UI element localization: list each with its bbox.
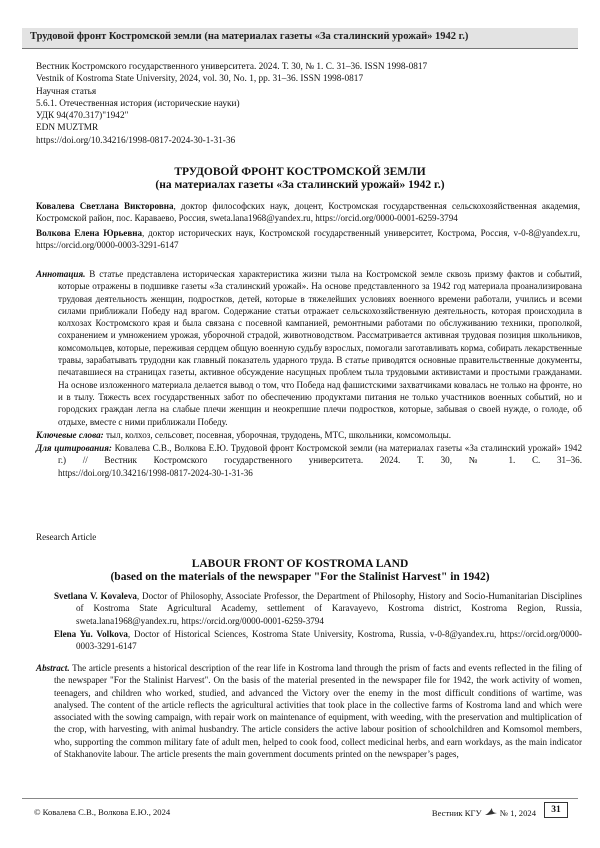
authors-en xyxy=(54,590,582,653)
meta-line: Vestnik of Kostroma State University, 2024, vol. 30, No. 1, pp. 31–36. ISSN 1998-0817 xyxy=(36,74,364,85)
running-title: Трудовой фронт Костромской земли (на материалах газеты «За сталинский урожай» 1942 г.) xyxy=(30,31,469,42)
author-entry xyxy=(54,590,582,627)
meta-line: УДК 94(470.317)"1942" xyxy=(36,111,129,122)
citation-label: Для цитирования: xyxy=(36,443,112,454)
abstract-block-ru xyxy=(36,268,582,480)
meta-line: 5.6.1. Отечественная история (исторические науки) xyxy=(36,98,240,109)
journal-name: Вестник КГУ xyxy=(431,808,482,818)
keywords-ru xyxy=(36,429,582,441)
author-name: Волкова Елена Юрьевна xyxy=(36,227,143,238)
page-footer xyxy=(22,798,578,821)
author-name: Ковалева Светлана Викторовна xyxy=(36,201,174,211)
author-affiliation: , Doctor of Historical Sciences, Kostroma State University, Kostroma, Russia, v-0-8@yandex.ru, https://orcid.org/0000-0003-3291-6147 xyxy=(76,628,582,652)
author-entry xyxy=(54,628,582,653)
article-title-en xyxy=(0,558,600,584)
running-header xyxy=(22,28,578,49)
citation-doi-link[interactable]: https://doi.org/10.34216/1998-0817-2024-30-1-31-36 xyxy=(58,467,253,478)
abstract-en-text: The article presents a historical description of the rear life in Kostroma land through the prism of facts and events reflected in the filing of the newspaper "For the Stalinist Harvest". On the basis of the material presented in the newspaper file for 1942, the work activity of women, teenagers, and children who worked, studied, and advanced the Victory over the enemy in the most difficult conditions of wartime, was analysed. The content of the article reflects the agricultural activities that took place in the collective farms of Kostroma land and which were associated with the sowing campaign, with repair work on maintenance of equipment, with weeding, with the preservation and multiplication of the crop, with harvesting, with animal husbandry. The article considers the active labour position of schoolchildren and Komsomol members, who, supporting the common military fate of adult men, helped to cook food, collect medicinal herbs, and earn workdays, as the main indicator of Stakhanovite labour. The article presents the main government documents printed on the newspaper’s pages, xyxy=(54,663,582,760)
author-name: Elena Yu. Volkova xyxy=(54,628,128,639)
abstract-label: Аннотация. xyxy=(36,269,86,279)
journal-footer xyxy=(432,807,536,818)
journal-issue: № 1, 2024 xyxy=(499,808,536,818)
article-title-ru xyxy=(0,166,600,192)
abstract-en xyxy=(36,662,582,760)
abstract-block-en xyxy=(36,662,582,760)
abstract-ru xyxy=(36,268,582,428)
bird-logo-icon xyxy=(484,807,498,817)
title-ru-line2: (на материалах газеты «За сталинский урожай» 1942 г.) xyxy=(155,179,445,191)
abstract-en-label: Abstract. xyxy=(36,663,70,673)
article-metadata xyxy=(36,61,427,147)
doi-link[interactable]: https://doi.org/10.34216/1998-0817-2024-30-1-31-36 xyxy=(36,135,236,146)
author-affiliation: , доктор исторических наук, Костромской государственный университет, Кострома, Россия, v-0-8@yandex.ru, https://orcid.org/0000-0003-3291-6147 xyxy=(36,227,580,250)
keywords-label: Ключевые слова: xyxy=(36,429,104,440)
title-en-line2: (based on the materials of the newspaper "For the Stalinist Harvest" in 1942) xyxy=(110,571,490,583)
research-article-label: Research Article xyxy=(36,532,97,542)
page-number: 31 xyxy=(544,802,568,818)
citation-ru xyxy=(36,442,582,479)
abstract-text: В статье представлена историческая характеристика жизни тыла на Костромской земле сквозь призму фактов и событий, которые отражены в подшивке газеты «За сталинский урожай». На основе представленного за 1942 год материала проанализирована трудовая деятельность женщин, подростков, детей, которые в тяжелейших условиях военного времени работали, учились и всеми силами приближали Победу над врагом. Содержание статьи отражает сельскохозяйственную деятельность, которая происходила в колхозах Костромского края и была связана с посевной кампанией, ремонтными работами по обслуживанию техники, прополкой, сохранением и умножением урожая, уборочной страдой, животноводством. Рассматривается активная трудовая позиция школьников, комсомольцев, которые, переживая сердцем общую военную судьбу взрослых, помогали заготавливать корма, собирать лекарственные травы, зарабатывать трудодни как главный показатель ударного труда. В статье приводятся основные правительственные документы, печатавшиеся на страницах газеты, активное обсуждение насущных проблем тыла трудовыми активистами и простыми гражданами. На основе изложенного материала делается вывод о том, что Победа над фашистскими захватчиками ковалась не только на фронте, но и в тылу. Тяжесть всех государственных забот по обеспечению продуктами питания не только участников военных событий, но и городских граждан легла на слабые плечи женщин и неокрепшие плечи подростков, которые, забывая о своей нужде, о голоде, об отдыхе, вместе с ними приближали Победу. xyxy=(58,269,582,427)
author-affiliation: , доктор философских наук, доцент, Костромская государственная сельскохозяйственная академия, Костромской район, пос. Караваево, Россия, sweta.lana1968@yandex.ru, https://orcid.org/0000-0001-6259-3794 xyxy=(36,201,580,224)
keywords-text: тыл, колхоз, сельсовет, посевная, уборочная, трудодень, МТС, школьники, комсомольцы. xyxy=(103,429,452,440)
author-entry xyxy=(36,227,580,252)
citation-text: Ковалева С.В., Волкова Е.Ю. Трудовой фронт Костромской земли (на материалах газеты «За сталинский урожай» 1942 г.) // Вестник Костромского государственного университета. 2024. Т. 30, № 1. С. 31–36. xyxy=(58,443,583,466)
author-affiliation: , Doctor of Philosophy, Associate Professor, the Department of Philosophy, History and Socio-Humanitarian Disciplines of Kostroma State Agricultural Academy, settlement of Karavayevo, Kostroma district, Kostroma Region, Russia, sweta.lana1968@yandex.ru, https://orcid.org/0000-0001-6259-3794 xyxy=(76,591,582,626)
author-entry xyxy=(36,200,580,225)
title-ru-line1: ТРУДОВОЙ ФРОНТ КОСТРОМСКОЙ ЗЕМЛИ xyxy=(174,166,426,178)
title-en-line1: LABOUR FRONT OF KOSTROMA LAND xyxy=(191,558,409,570)
copyright: © Ковалева С.В., Волкова Е.Ю., 2024 xyxy=(34,807,171,817)
meta-line: Научная статья xyxy=(36,86,97,97)
authors-ru xyxy=(36,200,580,253)
meta-line: EDN MUZTMR xyxy=(36,123,99,134)
author-name: Svetlana V. Kovaleva xyxy=(54,591,137,601)
meta-line: Вестник Костромского государственного университета. 2024. Т. 30, № 1. С. 31–36. ISSN 1998-0817 xyxy=(36,62,428,72)
